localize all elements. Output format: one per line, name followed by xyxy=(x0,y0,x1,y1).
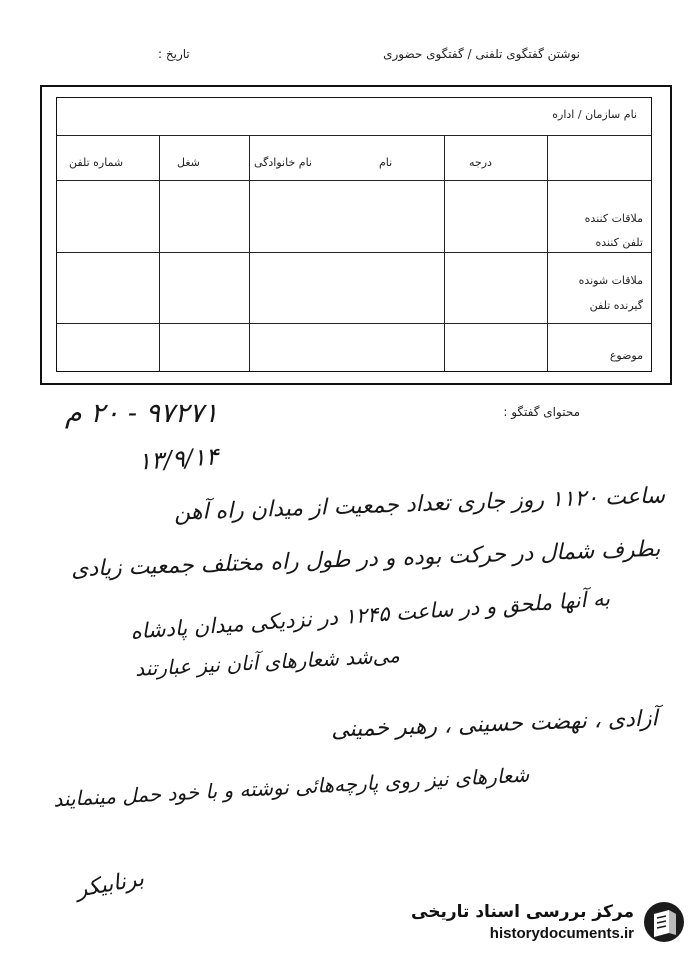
col-divider-3 xyxy=(444,135,445,371)
col-header-family: نام خانوادگی xyxy=(254,156,312,169)
row-label-visited: ملاقات شونده xyxy=(578,274,643,287)
col-divider-1 xyxy=(159,135,160,371)
row-divider-2 xyxy=(57,323,651,324)
col-header-phone: شماره تلفن xyxy=(69,156,124,169)
col-divider-2 xyxy=(249,135,250,371)
hand-line-4: می‌شد شعارهای آنان نیز عبارتند xyxy=(134,643,401,681)
row-divider-1 xyxy=(57,252,651,253)
form-inner-frame xyxy=(56,97,652,372)
archive-name: مرکز بررسی اسناد تاریخی xyxy=(411,902,634,922)
row-label-visitor: ملاقات کننده xyxy=(584,212,643,225)
col-header-name: نام xyxy=(379,156,393,169)
form-title: نوشتن گفتگوی تلفنی / گفتگوی حضوری xyxy=(383,47,580,61)
org-label: نام سازمان / اداره xyxy=(552,108,637,121)
row-label-receiver: گیرنده تلفن xyxy=(589,299,643,312)
header-row-divider xyxy=(57,180,651,181)
hand-line-6: شعارهای نیز روی پارچه‌هائی نوشته و با خود حمل مینمایند xyxy=(53,762,531,812)
col-header-job: شغل xyxy=(177,156,200,169)
hand-line-2: بطرف شمال در حرکت بوده و در طول راه مختلف جمعیت زیادی xyxy=(70,536,661,583)
org-row-divider xyxy=(57,135,651,136)
hand-line-5: آزادی ، نهضت حسینی ، رهبر خمینی xyxy=(330,706,659,743)
hand-line-1: ساعت ۱۱۲۰ روز جاری تعداد جمعیت از میدان راه آهن xyxy=(173,483,666,526)
content-label: محتوای گفتگو : xyxy=(503,405,580,419)
archive-logo-icon xyxy=(642,900,686,944)
hand-date: ۱۳/۹/۱۴ xyxy=(137,442,220,476)
row-label-caller: تلفن کننده xyxy=(595,236,643,249)
hand-signature: برنابیکر xyxy=(74,866,146,903)
form-table xyxy=(40,85,672,385)
col-header-rank: درجه xyxy=(469,156,492,169)
row-label-subject: موضوع xyxy=(609,349,643,362)
hand-line-3: به آنها ملحق و در ساعت ۱۲۴۵ در نزدیکی میدان پادشاه xyxy=(129,586,611,644)
col-divider-4 xyxy=(547,135,548,371)
date-label: تاریخ : xyxy=(158,47,190,61)
hand-ref-number: ۹۷۲۷۱ - ۲۰ م xyxy=(65,398,219,429)
archive-watermark xyxy=(401,898,686,948)
archive-website: historydocuments.ir xyxy=(489,925,634,942)
